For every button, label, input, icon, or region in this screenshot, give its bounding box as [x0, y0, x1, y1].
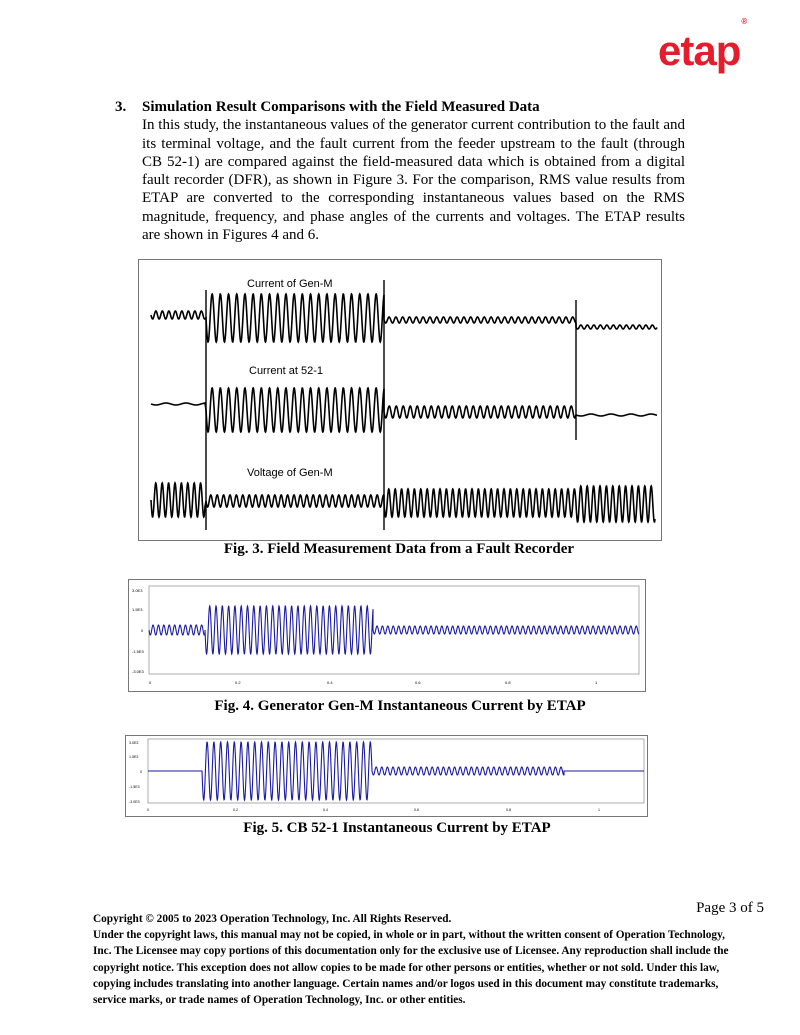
fig5-xtick: 1 — [598, 808, 600, 812]
fig4-xtick: 0.2 — [235, 680, 241, 685]
fig5-xtick: 0.6 — [414, 808, 419, 812]
fig4-ytick: -1.5E3 — [132, 649, 144, 654]
fig3-caption: Fig. 3. Field Measurement Data from a Fault Recorder — [223, 541, 575, 557]
fig3-label-gen-voltage: Voltage of Gen-M — [247, 467, 333, 479]
fig3-waveforms — [139, 260, 661, 540]
fig5-ytick: 1.5E3 — [129, 755, 139, 759]
fig4-xtick: 0.8 — [505, 680, 511, 685]
section-body: In this study, the instantaneous values of the generator current contribution to the fault and its terminal voltage, and the fault current from the feeder upstream to the fault (through CB 52-1) are compared against the field-measured data which is obtained from a digital fault recorder (DFR), as shown in Figure 3. For the comparison, RMS value results from ETAP are converted to the corresponding instantaneous values based on the RMS magnitude, frequency, and phase angles of the currents and voltages. The ETAP results are shown in Figures 4 and 6. — [142, 117, 685, 244]
figure-5 — [125, 735, 648, 817]
fig5-xtick: 0 — [147, 808, 149, 812]
fig4-xtick: 0.6 — [415, 680, 421, 685]
fig5-ytick: -1.5E3 — [129, 785, 140, 789]
fig5-xtick: 0.4 — [323, 808, 328, 812]
fig5-ytick: 3.0E3 — [129, 741, 139, 745]
fig5-chart — [126, 736, 647, 816]
figure-4 — [128, 579, 646, 692]
fig4-caption: Fig. 4. Generator Gen-M Instantaneous Current by ETAP — [214, 698, 586, 714]
fig4-xtick: 0.4 — [327, 680, 333, 685]
fig4-chart — [129, 580, 645, 691]
etap-logo: etap® — [658, 17, 747, 74]
fig5-ytick: -3.0E3 — [129, 800, 140, 804]
fig5-caption: Fig. 5. CB 52-1 Instantaneous Current by ETAP — [243, 820, 551, 836]
fig4-xtick: 1 — [595, 680, 598, 685]
fig4-xtick: 0 — [149, 680, 152, 685]
fig4-ytick: 1.5E3 — [132, 607, 143, 612]
fig3-label-52-1-current: Current at 52-1 — [249, 365, 323, 377]
fig3-label-gen-current: Current of Gen-M — [247, 278, 333, 290]
fig3-gen-voltage-trace — [151, 483, 655, 522]
copyright-line: Copyright © 2005 to 2023 Operation Technology, Inc. All Rights Reserved. — [93, 913, 452, 925]
section-title: 3. Simulation Result Comparisons with the Field Measured Data — [115, 99, 540, 115]
fig5-xtick: 0.8 — [506, 808, 511, 812]
fig3-gen-current-trace — [151, 294, 657, 342]
fig4-ytick: -3.0E3 — [132, 669, 144, 674]
fig3-52-1-current-trace — [151, 388, 657, 432]
fig5-xtick: 0.2 — [233, 808, 238, 812]
fig4-plot-area — [149, 586, 639, 674]
fig4-ytick: 0 — [141, 628, 144, 633]
page-number: Page 3 of 5 — [696, 900, 764, 916]
fig5-ytick: 0 — [140, 770, 142, 774]
section-3 — [115, 98, 685, 244]
copyright-notice: Under the copyright laws, this manual may not be copied, in whole or in part, without the written consent of Operation Technology, Inc. The Licensee may copy portions of this documentation only for the exclusive use of Licensee. Any reproduction shall include the copyright notice. This exception does not allow copies to be made for other persons or entities, whether or not sold. Under this law, copying includes translating into another language. Certain names and/or logos used in this document may constitute trademarks, service marks, or trade names of Operation Technology, Inc. or other entities. — [93, 929, 729, 1007]
figure-3 — [138, 259, 662, 541]
copyright-footer — [93, 911, 733, 1008]
fig4-ytick: 3.0E3 — [132, 588, 143, 593]
